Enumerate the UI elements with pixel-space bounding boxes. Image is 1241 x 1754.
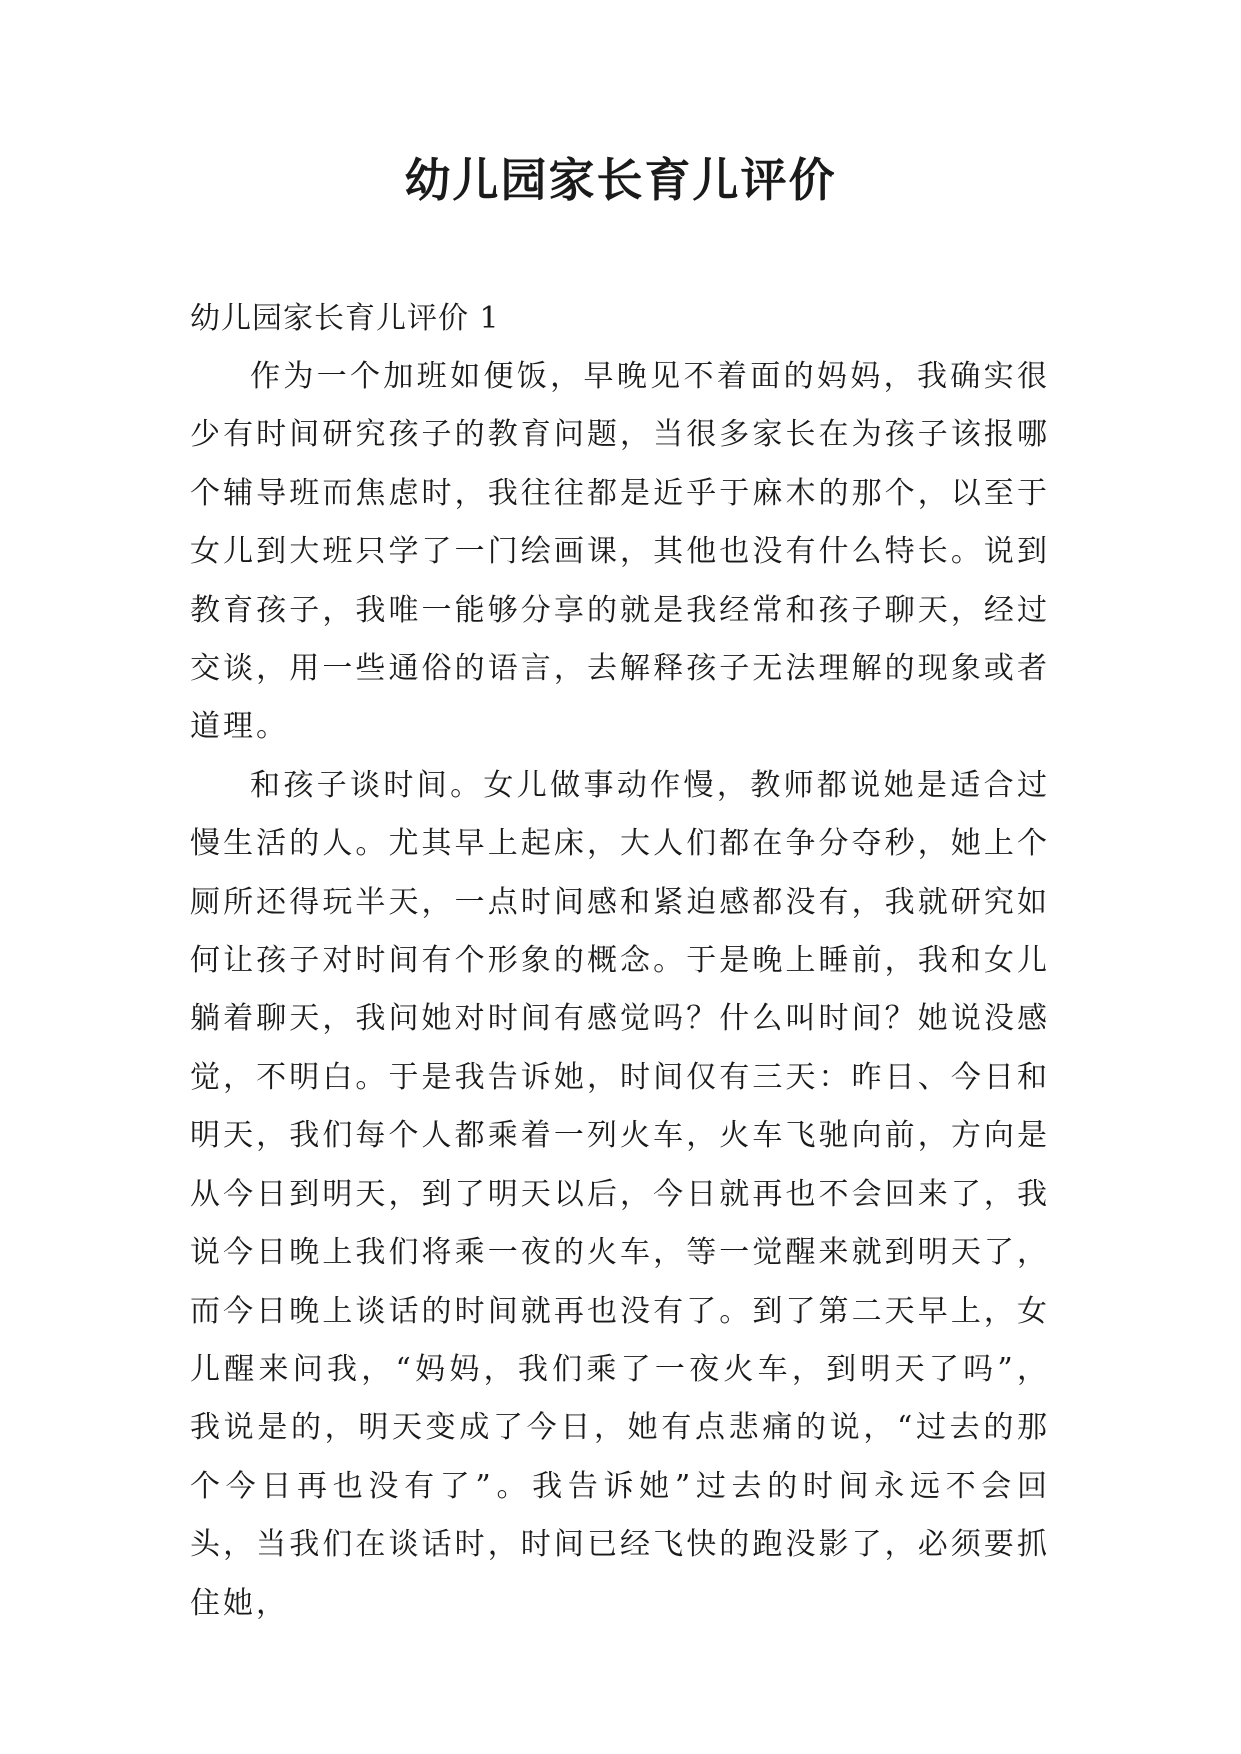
document-title: 幼儿园家长育儿评价 — [404, 153, 837, 207]
section-heading: 幼儿园家长育儿评价 1 — [190, 301, 500, 336]
paragraph-1: 作为一个加班如便饭，早晚见不着面的妈妈，我确实很少有时间研究孩子的教育问题，当很多家长在为孩子该报哪个辅导班而焦虑时，我往往都是近乎于麻木的那个，以至于女儿到大班只学了一门绘画课，其他也没有什么特长。说到教育孩子，我唯一能够分享的就是我经常和孩子聊天，经过交谈，用一些通俗的语言，去解释孩子无法理解的现象或者道理。 — [190, 359, 1050, 745]
document-body — [190, 290, 1050, 1633]
paragraph-2: 和孩子谈时间。女儿做事动作慢，教师都说她是适合过慢生活的人。尤其早上起床，大人们都在争分夺秒，她上个厕所还得玩半天，一点时间感和紧迫感都没有，我就研究如何让孩子对时间有个形象的概念。于是晚上睡前，我和女儿躺着聊天，我问她对时间有感觉吗？什么叫时间？她说没感觉，不明白。于是我告诉她，时间仅有三天：昨日、今日和明天，我们每个人都乘着一列火车，火车飞驰向前，方向是从今日到明天，到了明天以后，今日就再也不会回来了，我说今日晚上我们将乘一夜的火车，等一觉醒来就到明天了，而今日晚上谈话的时间就再也没有了。到了第二天早上，女儿醒来问我，“妈妈，我们乘了一夜火车，到明天了吗”，我说是的，明天变成了今日，她有点悲痛的说，“过去的那个今日再也没有了”。我告诉她”过去的时间永远不会回头，当我们在谈话时，时间已经飞快的跑没影了，必须要抓住她， — [190, 767, 1050, 1621]
